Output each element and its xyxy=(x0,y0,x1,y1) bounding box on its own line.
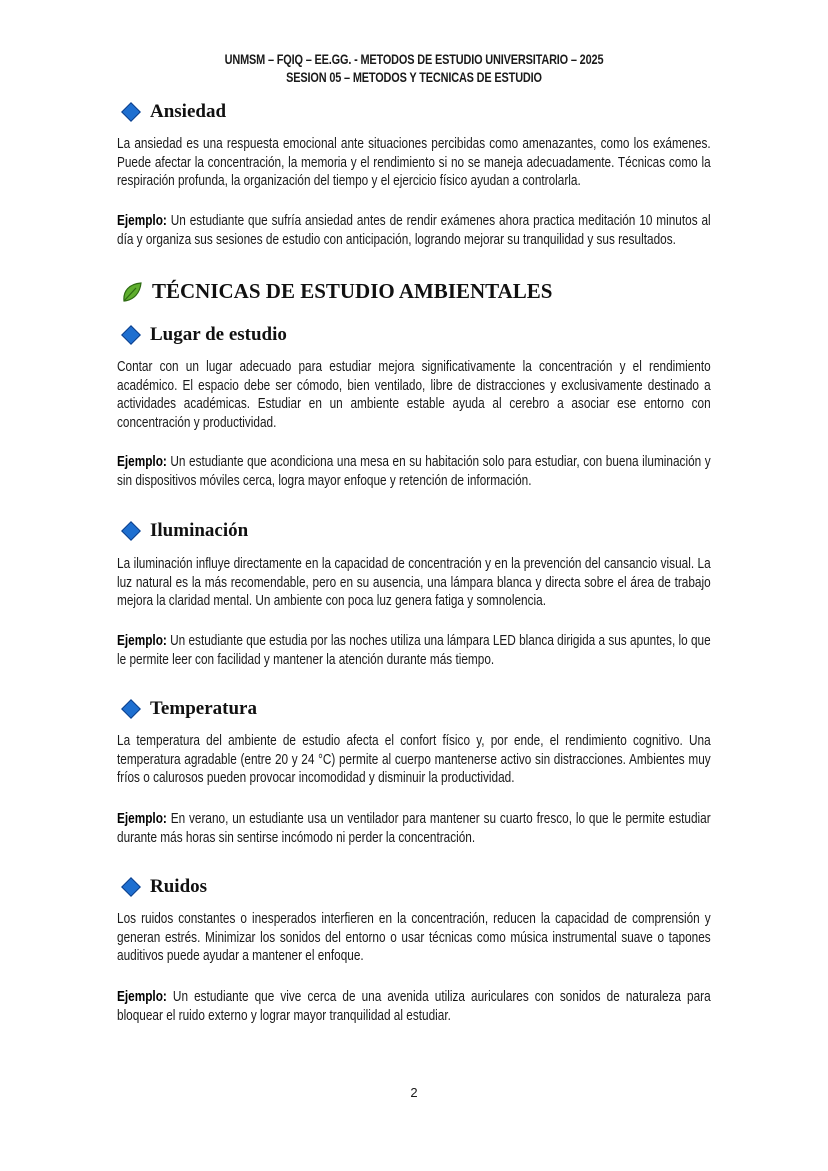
example-label: Ejemplo: xyxy=(117,213,167,229)
example-text: Un estudiante que acondiciona una mesa en su habitación solo para estudiar, con buena iluminación y sin dispositivos móviles cerca, logra mayor enfoque y retención de información. xyxy=(117,454,711,489)
heading-ansiedad xyxy=(121,101,226,123)
section-title xyxy=(121,279,552,304)
diamond-bullet-icon xyxy=(121,521,141,541)
example-label: Ejemplo: xyxy=(117,633,167,649)
example-label: Ejemplo: xyxy=(117,989,167,1005)
heading-text: Temperatura xyxy=(150,698,257,719)
heading-iluminacion xyxy=(121,520,248,542)
example-ruidos xyxy=(117,988,711,1025)
heading-lugar xyxy=(121,324,287,346)
page-number: 2 xyxy=(410,1085,418,1100)
paragraph-ruidos: Los ruidos constantes o inesperados interfieren en la concentración, reducen la capacidad de comprensión y generan estrés. Minimizar los sonidos del entorno o usar técnicas como música instrumental suave o tapones auditivos puede ayudar a mantener el enfoque. xyxy=(117,911,711,965)
heading-text: Iluminación xyxy=(150,520,249,541)
example-iluminacion xyxy=(117,632,711,669)
example-text: Un estudiante que sufría ansiedad antes de rendir exámenes ahora practica meditación 10 minutos al día y organiza sus sesiones de estudio con anticipación, logrando mejorar su tranquilidad y sus resultados. xyxy=(117,213,711,248)
diamond-bullet-icon xyxy=(121,325,141,345)
heading-text: Lugar de estudio xyxy=(150,324,287,345)
paragraph-lugar: Contar con un lugar adecuado para estudiar mejora significativamente la concentración y el rendimiento académico. El espacio debe ser cómodo, bien ventilado, libre de distracciones y exclusivamente destinado a actividades académicas. Estudiar en un ambiente estable ayuda al cerebro a asociar ese entorno con concentración y productividad. xyxy=(117,359,711,432)
example-lugar xyxy=(117,453,711,490)
example-text: Un estudiante que vive cerca de una avenida utiliza auriculares con sonidos de naturaleza para bloquear el ruido externo y lograr mayor tranquilidad al estudiar. xyxy=(117,989,711,1024)
heading-temperatura xyxy=(121,698,257,720)
example-ansiedad xyxy=(117,212,711,249)
diamond-bullet-icon xyxy=(121,877,141,897)
example-text: Un estudiante que estudia por las noches utiliza una lámpara LED blanca dirigida a sus apuntes, lo que le permite leer con facilidad y mantener la atención durante más tiempo. xyxy=(117,633,711,668)
paragraph-ansiedad: La ansiedad es una respuesta emocional ante situaciones percibidas como amenazantes, como los exámenes. Puede afectar la concentración, la memoria y el rendimiento si no se maneja adecuadamente. Técnicas como la respiración profunda, la organización del tiempo y el ejercicio físico ayudan a controlarla. xyxy=(117,136,711,190)
paragraph-temperatura: La temperatura del ambiente de estudio afecta el confort físico y, por ende, el rendimiento cognitivo. Una temperatura agradable (entre 20 y 24 °C) permite al cuerpo mantenerse activo sin distracciones. Ambientes muy fríos o calurosos pueden provocar incomodidad y disminuir la productividad. xyxy=(117,733,711,787)
heading-text: Ruidos xyxy=(150,876,208,897)
header-line-2: SESION 05 – METODOS Y TECNICAS DE ESTUDIO xyxy=(286,69,542,85)
leaf-icon xyxy=(121,281,143,303)
example-text: En verano, un estudiante usa un ventilador para mantener su cuarto fresco, lo que le permite estudiar durante más horas sin sentirse incómodo ni perder la concentración. xyxy=(117,811,711,846)
heading-text: Ansiedad xyxy=(150,101,227,122)
example-temperatura xyxy=(117,810,711,847)
section-title-text: TÉCNICAS DE ESTUDIO AMBIENTALES xyxy=(152,279,553,303)
heading-ruidos xyxy=(121,876,207,898)
example-label: Ejemplo: xyxy=(117,811,167,827)
diamond-bullet-icon xyxy=(121,699,141,719)
diamond-bullet-icon xyxy=(121,102,141,122)
example-label: Ejemplo: xyxy=(117,454,167,470)
header-line-1: UNMSM – FQIQ – EE.GG. - METODOS DE ESTUDIO UNIVERSITARIO – 2025 xyxy=(224,51,604,67)
paragraph-iluminacion: La iluminación influye directamente en la capacidad de concentración y en la prevención del cansancio visual. La luz natural es la más recomendable, pero en su ausencia, una lámpara blanca y directa sobre el área de trabajo mejora la claridad mental. Un ambiente con poca luz genera fatiga y somnolencia. xyxy=(117,556,711,610)
